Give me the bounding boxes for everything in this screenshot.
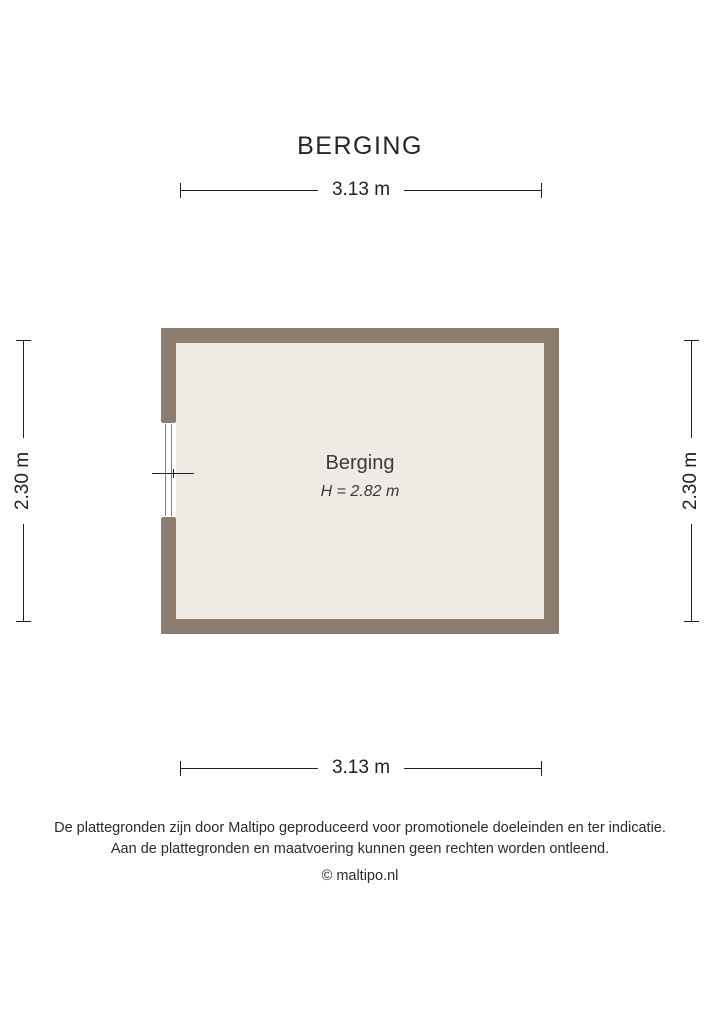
dimension-left-label: 2.30 m — [8, 438, 38, 524]
room-name-label: Berging — [325, 452, 395, 474]
footer-disclaimer — [0, 818, 720, 887]
footer-line-2: Aan de plattegronden en maatvoering kunnen geen rechten worden ontleend. — [110, 841, 610, 857]
room-label-group — [161, 450, 559, 504]
page-title: BERGING — [297, 132, 423, 160]
room-height-label: H = 2.82 m — [320, 483, 400, 500]
dimension-tick-bottom — [684, 621, 699, 622]
dimension-tick-left — [180, 761, 181, 776]
dimension-tick-right — [541, 183, 542, 198]
dimension-top-width — [180, 175, 542, 205]
dimension-bottom-label: 3.13 m — [318, 753, 404, 783]
dimension-tick-right — [541, 761, 542, 776]
dimension-left-height — [8, 340, 38, 622]
footer-copyright: © maltipo.nl — [321, 868, 399, 884]
dimension-tick-top — [16, 340, 31, 341]
floorplan-drawing — [161, 328, 559, 634]
dimension-bottom-width — [180, 753, 542, 783]
dimension-tick-top — [684, 340, 699, 341]
dimension-tick-left — [180, 183, 181, 198]
door-jamb-top — [162, 422, 175, 423]
dimension-top-label: 3.13 m — [318, 175, 404, 205]
dimension-tick-bottom — [16, 621, 31, 622]
footer-line-1: De plattegronden zijn door Maltipo geproduceerd voor promotionele doeleinden en ter indicatie. — [54, 820, 666, 836]
door-jamb-bottom — [162, 517, 175, 518]
dimension-right-height — [676, 340, 706, 622]
dimension-right-label: 2.30 m — [676, 438, 706, 524]
